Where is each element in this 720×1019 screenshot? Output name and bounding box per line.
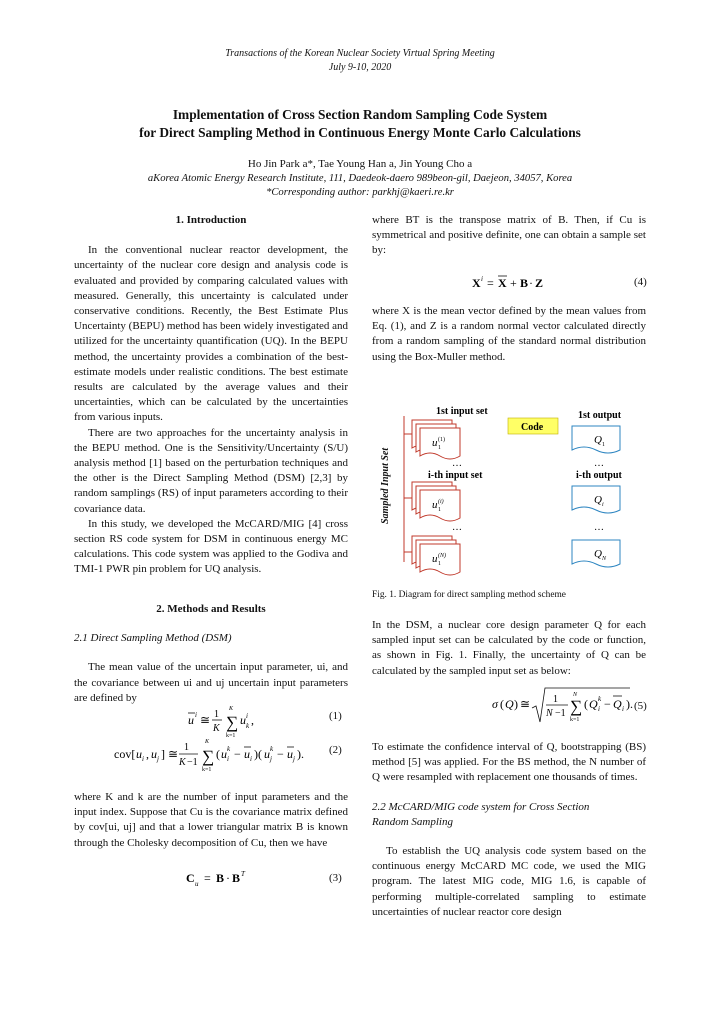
svg-text:Q: Q <box>594 548 602 560</box>
corresponding-author: *Corresponding author: parkhj@kaeri.re.kr <box>266 187 454 198</box>
svg-text:·: · <box>226 871 230 885</box>
right-column-mean-vector <box>372 304 646 365</box>
svg-text:k=1: k=1 <box>226 733 236 739</box>
conference-header: Transactions of the Korean Nuclear Society Virtual Spring Meeting <box>225 48 495 59</box>
svg-text:).: ). <box>297 747 304 761</box>
svg-text:u: u <box>264 747 270 761</box>
svg-text:Q: Q <box>589 697 598 711</box>
section-heading-methods: 2. Methods and Results <box>156 603 266 615</box>
svg-text:1: 1 <box>184 742 189 753</box>
svg-text:(: ( <box>216 747 220 761</box>
svg-text:cov[: cov[ <box>114 747 136 761</box>
svg-text:−: − <box>234 747 241 761</box>
svg-text:K: K <box>229 706 234 712</box>
svg-text:i: i <box>246 712 248 720</box>
figure-1-caption: Fig. 1. Diagram for direct sampling method scheme <box>372 590 566 600</box>
svg-text:B: B <box>216 871 225 885</box>
svg-text:(: ( <box>584 697 588 711</box>
equation-2 <box>112 734 332 776</box>
svg-text:K: K <box>205 739 210 745</box>
svg-text:i: i <box>250 755 252 763</box>
equation-5-number: (5) <box>634 700 647 712</box>
svg-text:B: B <box>232 871 241 885</box>
svg-text:−1: −1 <box>555 708 566 719</box>
svg-text:1: 1 <box>438 561 441 567</box>
svg-text:1: 1 <box>438 445 441 451</box>
equation-3-number: (3) <box>329 872 342 884</box>
svg-text:1: 1 <box>553 694 558 705</box>
svg-text:·: · <box>529 276 533 290</box>
svg-text:Z: Z <box>535 276 544 290</box>
right-column-top <box>372 213 646 259</box>
svg-text:1: 1 <box>602 442 605 448</box>
svg-text:u: u <box>188 713 194 727</box>
svg-text:]: ] <box>161 747 165 761</box>
left-column-top <box>74 213 348 578</box>
equation-4-number: (4) <box>634 276 647 288</box>
svg-text:)(: )( <box>254 747 262 761</box>
svg-text:≅: ≅ <box>200 713 211 727</box>
first-output-label: 1st output <box>578 410 622 421</box>
paragraph-bootstrap: To estimate the confidence interval of Q, bootstrapping (BS) method [5] was applied. For the BS method, the N number of Q were resampled with replacement one thousands of times. <box>372 741 646 784</box>
svg-text:i: i <box>598 705 600 713</box>
svg-text:σ: σ <box>492 697 498 711</box>
svg-text:N: N <box>573 692 578 698</box>
svg-text:∑: ∑ <box>570 697 583 716</box>
svg-text:u: u <box>136 747 142 761</box>
svg-text:j: j <box>270 755 272 763</box>
svg-text:i: i <box>622 705 624 713</box>
equation-2-number: (2) <box>329 744 342 756</box>
svg-text:K: K <box>213 723 220 734</box>
paragraph-intro-1: In the conventional nuclear reactor development, the uncertainty of the nuclear core design and analysis code is evaluated and provided by comparing calculated values with measured. Generally, this uncertainty is calculated under conservative conditions. Recently, the Best Estimate Plus Uncertainty (BEPU) method has been widely investigated and utilized for the uncertainty quantification (UQ). In the BEPU method, the uncertainty provides a combination of the best-estimate models under realistic conditions. The best estimate results are calculated by the average values and their uncertainties, which can be calculated by the uncertainties from various inputs. <box>74 244 349 424</box>
svg-text:u: u <box>432 499 438 511</box>
svg-text:u: u <box>244 747 250 761</box>
svg-text:≅: ≅ <box>520 697 531 711</box>
svg-text:N: N <box>602 556 607 562</box>
equation-4 <box>470 271 570 295</box>
svg-text:∑: ∑ <box>226 713 239 732</box>
ellipsis-4: … <box>594 522 604 533</box>
svg-text:N: N <box>546 708 553 719</box>
right-column-bootstrap <box>372 740 646 920</box>
svg-text:i: i <box>602 502 604 508</box>
svg-text:≅: ≅ <box>168 747 179 761</box>
subsection-mccard-mig-line1: 2.2 McCARD/MIG code system for Cross Section <box>372 800 590 813</box>
svg-text:=: = <box>487 276 494 290</box>
subsection-mccard-mig <box>372 800 646 830</box>
paper-title-line1: Implementation of Cross Section Random Sampling Code System <box>172 107 548 122</box>
svg-text:(: ( <box>500 697 504 711</box>
svg-text:u: u <box>221 747 227 761</box>
svg-text:∑: ∑ <box>202 747 215 766</box>
paragraph-mean-vector: where X is the mean vector defined by the mean values from Eq. (1), and Z is a random normal vector calculated directly from a random sampling of the standard normal distribution using the Box-Muller method. <box>372 305 646 363</box>
svg-text:u: u <box>240 713 246 727</box>
first-input-set-label: 1st input set <box>436 406 488 417</box>
equation-1-number: (1) <box>329 710 342 722</box>
svg-text:k: k <box>598 695 602 703</box>
svg-text:i: i <box>227 755 229 763</box>
svg-text:,: , <box>251 713 254 727</box>
svg-text:k=1: k=1 <box>202 767 212 773</box>
svg-text:j: j <box>293 755 295 763</box>
svg-text:): ) <box>514 697 518 711</box>
ellipsis-1: … <box>452 458 462 469</box>
subsection-dsm: 2.1 Direct Sampling Method (DSM) <box>74 632 232 645</box>
svg-text:).: ). <box>626 697 633 711</box>
svg-text:X: X <box>472 276 481 290</box>
paragraph-mig-code: To establish the UQ analysis code system based on the continuous energy McCARD MC code, we used the MIG program. The latest MIG code, MIG 1.6, is capable of performing multiple-correlated sampling to estimate uncertainties of nuclear reactor core design <box>372 845 646 918</box>
svg-text:Q: Q <box>613 697 622 711</box>
svg-text:=: = <box>204 871 211 885</box>
ith-output-label: i-th output <box>576 470 622 481</box>
code-box-label: Code <box>521 422 544 433</box>
authors: Ho Jin Park a*, Tae Young Han a, Jin Young Cho a <box>247 158 473 170</box>
right-column-dsm <box>372 618 646 679</box>
left-column-cholesky <box>74 790 348 851</box>
equation-3 <box>184 866 274 890</box>
svg-text:Q: Q <box>594 434 602 446</box>
svg-text:u: u <box>287 747 293 761</box>
svg-text:−: − <box>277 747 284 761</box>
svg-text:k: k <box>227 745 231 753</box>
svg-text:i: i <box>195 711 197 719</box>
affiliation: aKorea Atomic Energy Research Institute, 111, Daedeok-daero 989beon-gil, Daejeon, 34057, Korea <box>147 173 573 184</box>
svg-text:u: u <box>432 437 438 449</box>
svg-text:C: C <box>186 871 195 885</box>
svg-text:u: u <box>195 880 199 888</box>
subsection-mccard-mig-line2: Random Sampling <box>372 815 453 828</box>
left-column-methods <box>74 602 348 706</box>
section-heading-introduction: 1. Introduction <box>175 214 247 226</box>
side-label-sampled-input-set: Sampled Input Set <box>380 447 391 524</box>
svg-text:1: 1 <box>214 709 219 720</box>
svg-text:1: 1 <box>438 507 441 513</box>
svg-text:(1): (1) <box>438 437 445 443</box>
ith-input-set-label: i-th input set <box>428 470 483 481</box>
svg-text:+: + <box>510 276 517 290</box>
svg-text:u: u <box>432 553 438 565</box>
svg-text:k: k <box>246 722 250 730</box>
svg-text:(N): (N) <box>438 553 446 559</box>
paragraph-dsm-output: In the DSM, a nuclear core design parameter Q for each sampled input set can be calculated by the code or function, as shown in Fig. 1. Finally, the uncertainty of Q can be calculated by the sampled input set as below: <box>372 619 646 677</box>
ellipsis-3: … <box>594 458 604 469</box>
svg-text:Q: Q <box>594 494 602 506</box>
svg-text:,: , <box>146 747 149 761</box>
svg-text:Q: Q <box>505 697 514 711</box>
paragraph-intro-3: In this study, we developed the McCARD/MIG [4] cross section RS code system for DSM in continuous energy MC calculations. This code system was applied to the Godiva and TMI-1 PWR pin problem for UQ analysis. <box>74 517 348 576</box>
svg-text:T: T <box>241 870 245 878</box>
paragraph-intro-2: There are two approaches for the uncertainty analysis in the BEPU method. One is the Sensitivity/Uncertainty (S/U) analysis method [1] based on the perturbation techniques and the other is the Direct Sampling Method (DSM) [2,3] by random samplings (RS) of input parameters according to their covariance data. <box>74 426 348 515</box>
paper-title-line2: for Direct Sampling Method in Continuous Energy Monte Carlo Calculations <box>139 125 581 140</box>
equation-5 <box>490 684 640 728</box>
dsm-scheme-diagram <box>372 404 646 584</box>
conference-date: July 9-10, 2020 <box>328 62 392 73</box>
svg-text:−1: −1 <box>187 757 198 768</box>
paragraph-transpose: where BT is the transpose matrix of B. Then, if Cu is symmetrical and positive definite, one can obtain a sample set by: <box>372 214 646 257</box>
svg-text:i: i <box>481 275 483 283</box>
ellipsis-2: … <box>452 522 462 533</box>
svg-text:k=1: k=1 <box>570 717 580 723</box>
svg-text:k: k <box>270 745 274 753</box>
svg-text:−: − <box>604 697 611 711</box>
paragraph-mean-definition: The mean value of the uncertain input parameter, ui, and the covariance between ui and uj uncertain input parameters are defined by <box>74 661 348 704</box>
svg-text:X: X <box>498 276 507 290</box>
svg-text:K: K <box>179 757 186 768</box>
svg-text:u: u <box>151 747 157 761</box>
svg-text:(i): (i) <box>438 499 444 505</box>
paragraph-cholesky: where K and k are the number of input parameters and the input index. Suppose that Cu is the covariance matrix defined by cov[ui, uj] and that a lower triangular matrix B is known through the Cholesky decomposition of Cu, then we have <box>74 791 348 849</box>
svg-text:j: j <box>157 755 159 763</box>
svg-text:B: B <box>520 276 529 290</box>
svg-text:i: i <box>142 755 144 763</box>
